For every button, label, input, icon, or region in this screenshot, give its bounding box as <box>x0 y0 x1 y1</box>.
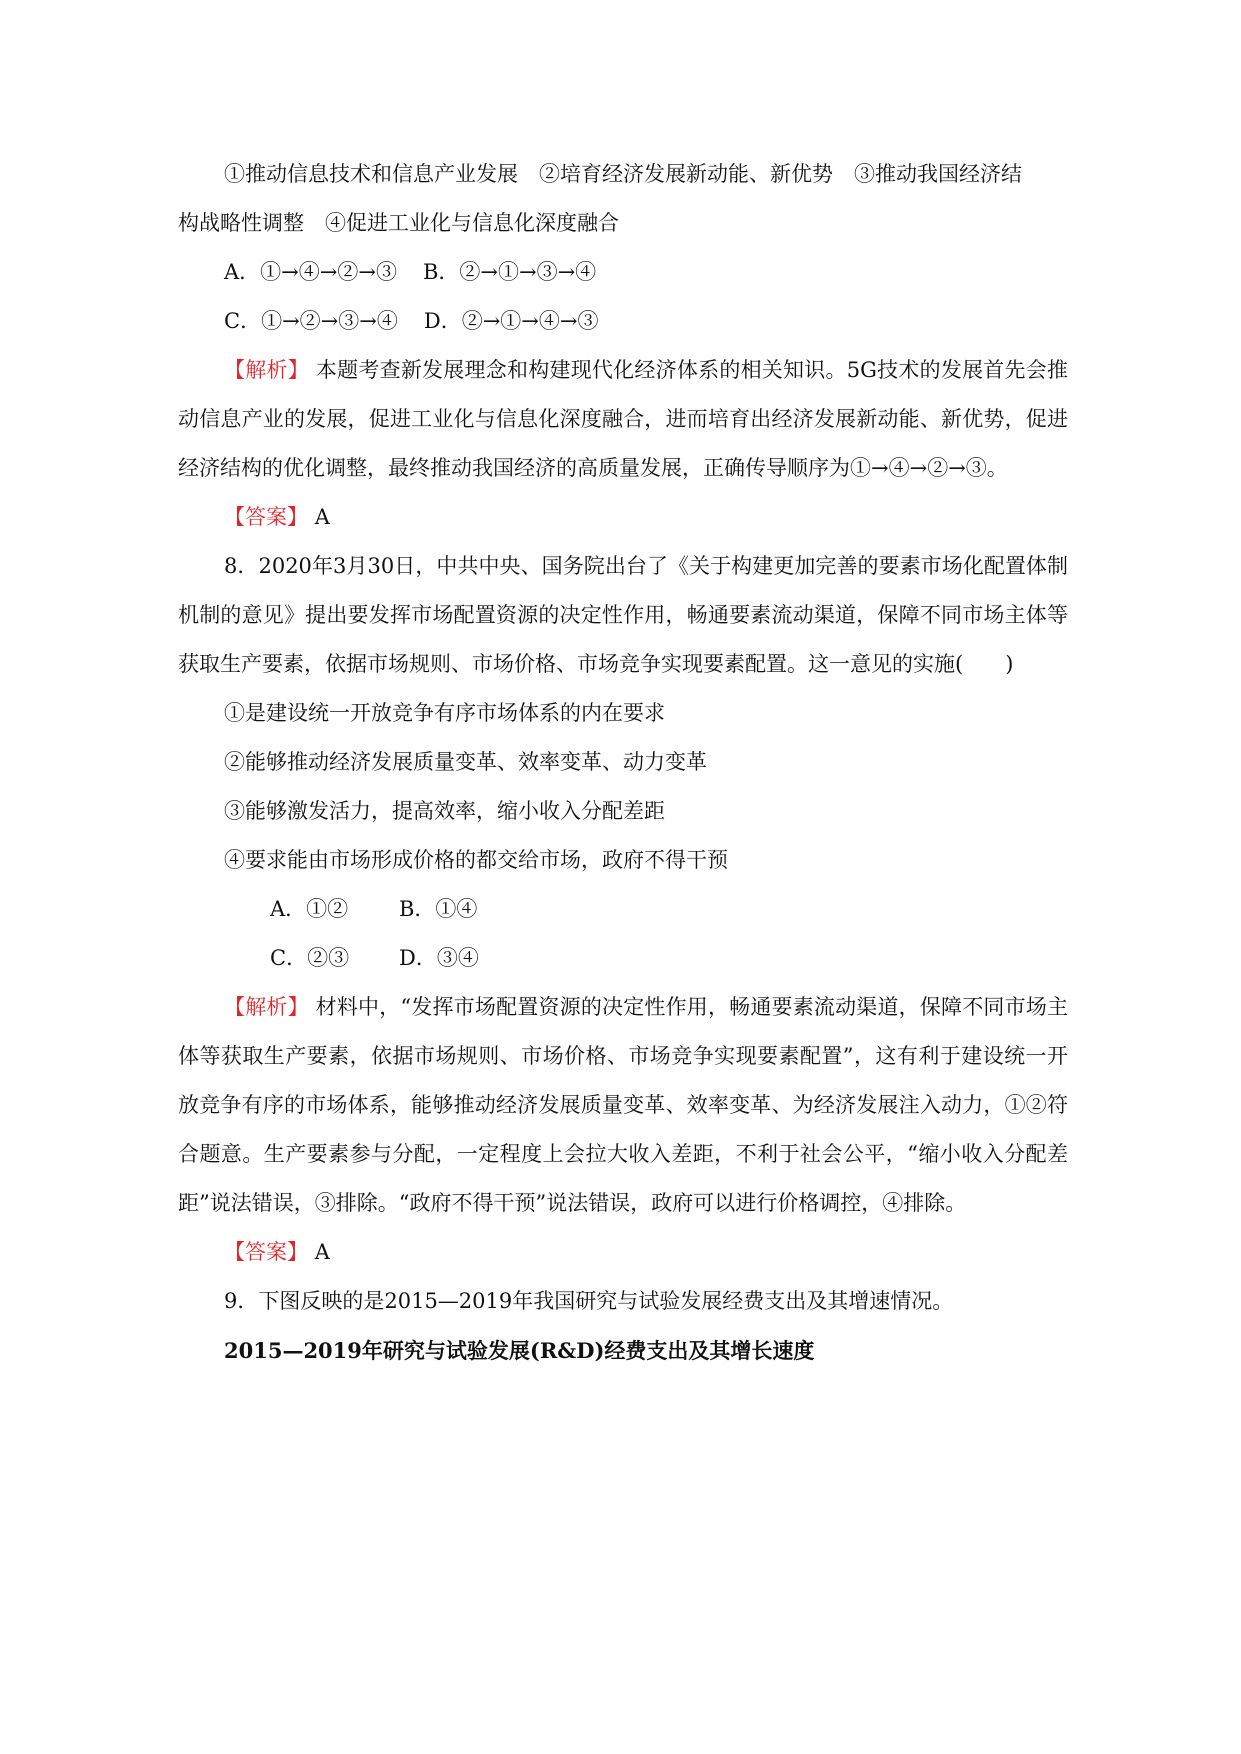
q7-answer <box>178 493 1068 542</box>
q8-stem: 8．2020年3月30日，中共中央、国务院出台了《关于构建更加完善的要素市场化配置体制机制的意见》提出要发挥市场配置资源的决定性作用，畅通要素流动渠道，保障不同市场主体等获取生产要素，依据市场规则、市场价格、市场竞争实现要素配置。这一意见的实施( ) <box>178 554 1068 676</box>
q8-answer-tag: 【答案】 <box>224 1240 308 1264</box>
q8-analysis-tag: 【解析】 <box>224 995 309 1019</box>
q7-analysis-tag: 【解析】 <box>224 358 309 382</box>
q7-choice-d: D．②→①→④→③ <box>423 309 599 333</box>
q8-choices-cd <box>178 934 1068 983</box>
q8-answer-value: A <box>314 1240 330 1264</box>
q8-item-1: ①是建设统一开放竞争有序市场体系的内在要求 <box>224 701 665 725</box>
q7-answer-value: A <box>314 505 330 529</box>
q8-item-2: ②能够推动经济发展质量变革、效率变革、动力变革 <box>224 750 707 774</box>
q8-choice-c: C．②③ <box>270 946 350 970</box>
q7-options-line2: 构战略性调整 ④促进工业化与信息化深度融合 <box>178 211 619 235</box>
q7-analysis-text: 本题考查新发展理念和构建现代化经济体系的相关知识。5G技术的发展首先会推动信息产业的发展，促进工业化与信息化深度融合，进而培育出经济发展新动能、新优势，促进经济结构的优化调整，最终推动我国经济的高质量发展，正确传导顺序为①→④→②→③。 <box>178 358 1069 480</box>
q9-chart-caption: 2015—2019年研究与试验发展(R&D)经费支出及其增长速度 <box>224 1338 815 1363</box>
q8-choice-a: A．①② <box>270 897 349 921</box>
q8-analysis-text: 材料中，“发挥市场配置资源的决定性作用，畅通要素流动渠道，保障不同市场主体等获取生产要素，依据市场规则、市场价格、市场竞争实现要素配置”，这有利于建设统一开放竞争有序的市场体系，能够推动经济发展质量变革、效率变革、为经济发展注入动力，①②符合题意。生产要素参与分配，一定程度上会拉大收入差距，不利于社会公平，“缩小收入分配差距”说法错误，③排除。“政府不得干预”说法错误，政府可以进行价格调控，④排除。 <box>178 995 1069 1215</box>
document-body <box>178 150 1068 1375</box>
q7-answer-tag: 【答案】 <box>224 505 308 529</box>
q7-choice-b: B．②→①→③→④ <box>422 260 597 284</box>
q9-stem: 9．下图反映的是2015—2019年我国研究与试验发展经费支出及其增速情况。 <box>224 1289 954 1313</box>
q8-answer <box>178 1228 1068 1277</box>
q7-choices-cd <box>178 297 1068 346</box>
q7-choice-c: C．①→②→③→④ <box>224 309 398 333</box>
q7-options-line1: ①推动信息技术和信息产业发展 ②培育经济发展新动能、新优势 ③推动我国经济结 <box>224 162 1022 186</box>
q7-analysis <box>178 346 1068 493</box>
q8-choice-b: B．①④ <box>399 897 478 921</box>
q7-choices-ab <box>178 248 1068 297</box>
q8-choices-ab <box>178 885 1068 934</box>
q8-analysis <box>178 983 1068 1228</box>
q7-choice-a: A．①→④→②→③ <box>224 260 397 284</box>
q8-item-3: ③能够激发活力，提高效率，缩小收入分配差距 <box>224 799 665 823</box>
q8-choice-d: D．③④ <box>399 946 479 970</box>
q8-item-4: ④要求能由市场形成价格的都交给市场，政府不得干预 <box>224 848 728 872</box>
